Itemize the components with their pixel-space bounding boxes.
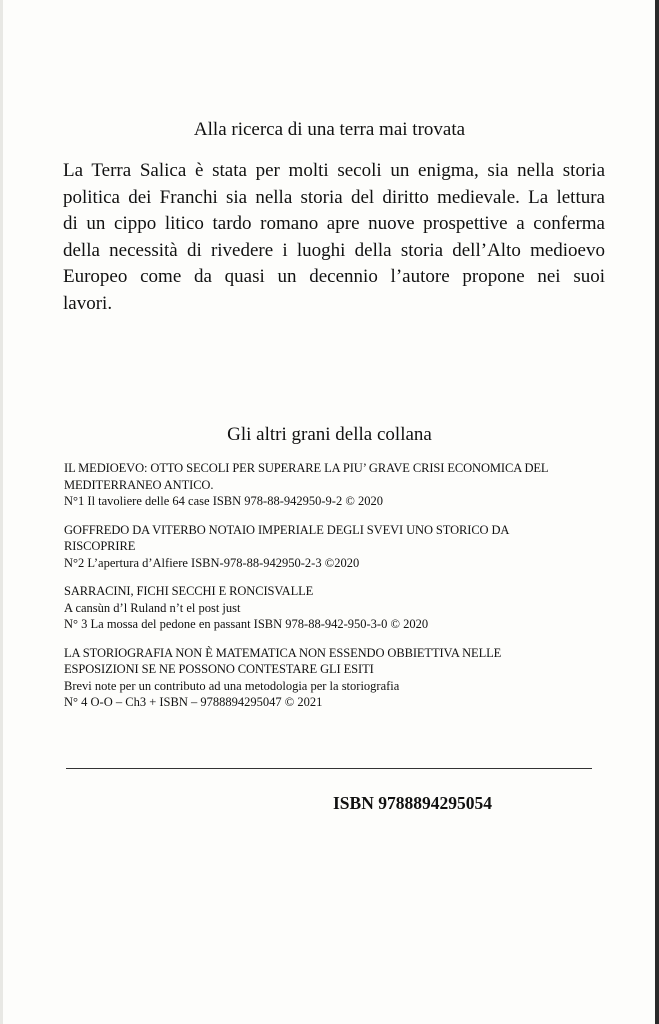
section-heading-main: Alla ricerca di una terra mai trovata bbox=[193, 119, 466, 140]
book-info: N° 3 La mossa del pedone en passant ISBN 978-88-942-950-3-0 © 2020 bbox=[64, 617, 429, 631]
book-subtitle: Brevi note per un contributo ad una metodologia per la storiografia bbox=[64, 678, 400, 693]
book-info: N°1 Il tavoliere delle 64 case ISBN 978-88-942950-9-2 © 2020 bbox=[64, 494, 383, 508]
isbn-number: ISBN 9788894295054 bbox=[333, 793, 492, 813]
blurb-line: lavori. bbox=[63, 292, 113, 314]
book-title-line: LA STORIOGRAFIA NON È MATEMATICA NON ESSENDO OBBIETTIVA NELLE bbox=[64, 645, 502, 660]
blurb-paragraph bbox=[63, 158, 605, 317]
book-title-line: IL MEDIOEVO: OTTO SECOLI PER SUPERARE LA PIU’ GRAVE CRISI ECONOMICA DEL bbox=[64, 461, 549, 475]
book-info: N° 4 O-O – Ch3 + ISBN – 9788894295047 © 2021 bbox=[64, 695, 323, 709]
book-entry bbox=[64, 645, 604, 711]
blurb-line: della necessità di rivedere i luoghi della storia dell’Alto medioevo bbox=[63, 239, 605, 261]
book-entry bbox=[64, 522, 604, 572]
book-entry bbox=[64, 460, 604, 510]
book-info: N°2 L’apertura d’Alfiere ISBN-978-88-942950-2-3 ©2020 bbox=[64, 555, 360, 570]
blurb-line: politica dei Franchi sia nella storia del diritto medievale. La lettura bbox=[63, 186, 605, 208]
blurb-line: Europeo come da quasi un decennio l’autore propone nei suoi bbox=[63, 266, 605, 287]
book-title-line: ESPOSIZIONI SE NE POSSONO CONTESTARE GLI ESITI bbox=[64, 662, 374, 676]
blurb-line: di un cippo litico tardo romano apre nuove prospettive a conferma bbox=[63, 213, 605, 234]
book-entry bbox=[64, 583, 604, 633]
book-title-line: RISCOPRIRE bbox=[64, 539, 136, 553]
blurb-line: La Terra Salica è stata per molti secoli un enigma, sia nella storia bbox=[63, 160, 605, 181]
book-title-line: GOFFREDO DA VITERBO NOTAIO IMPERIALE DEGLI SVEVI UNO STORICO DA bbox=[64, 522, 510, 537]
horizontal-rule bbox=[66, 768, 592, 769]
book-subtitle: A cansùn d’l Ruland n’t el post just bbox=[64, 600, 241, 615]
series-book-list bbox=[64, 460, 604, 723]
section-heading-series: Gli altri grani della collana bbox=[227, 424, 432, 445]
book-title-line: SARRACINI, FICHI SECCHI E RONCISVALLE bbox=[64, 584, 314, 598]
book-title-line: MEDITERRANEO ANTICO. bbox=[64, 477, 214, 492]
